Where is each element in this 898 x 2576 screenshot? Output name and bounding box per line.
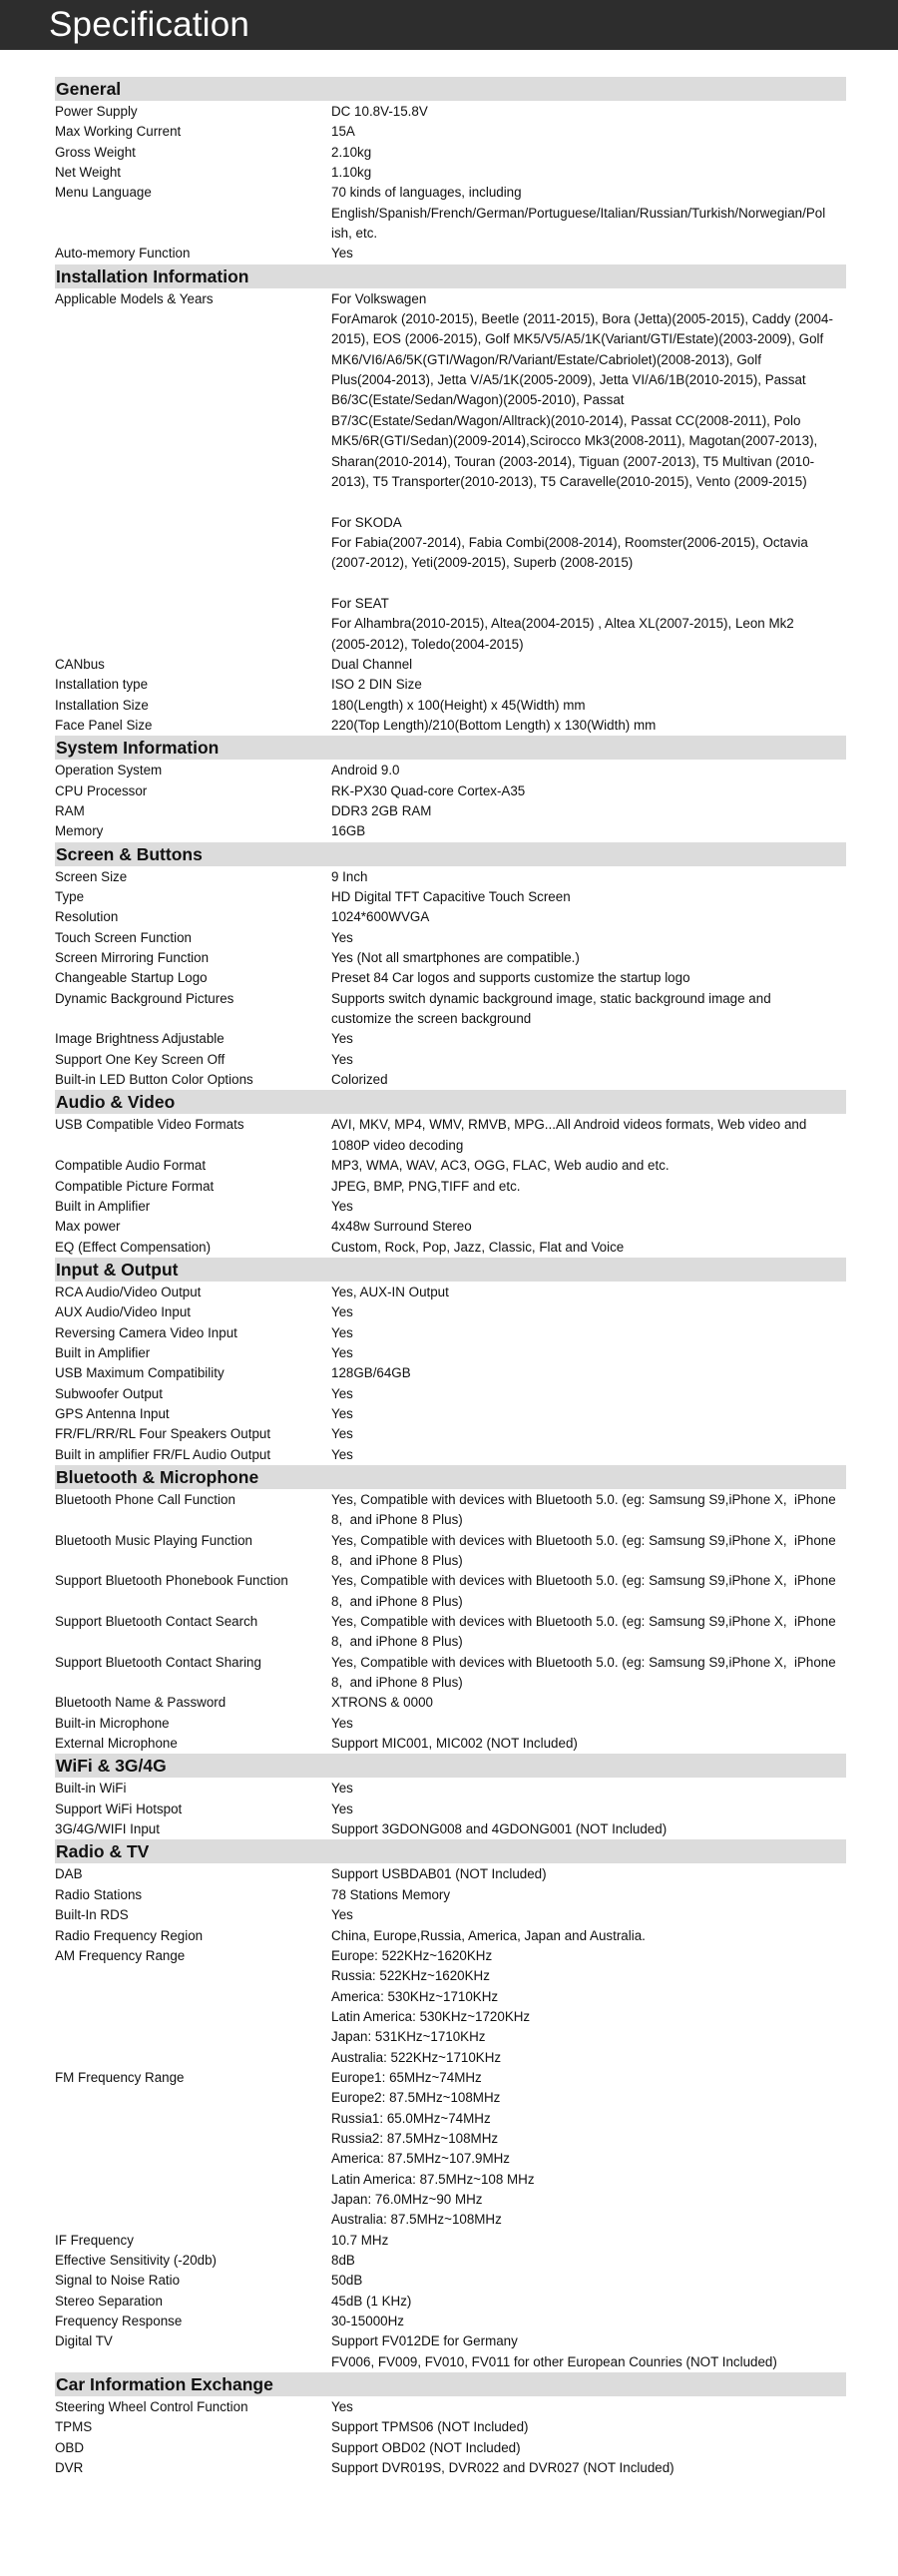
spec-row bbox=[55, 1050, 846, 1070]
spec-row bbox=[55, 1323, 846, 1343]
spec-label: Built in Amplifier bbox=[55, 1198, 151, 1214]
spec-row bbox=[55, 244, 846, 263]
spec-row bbox=[55, 989, 846, 1030]
spec-row bbox=[55, 887, 846, 907]
spec-label: Changeable Startup Logo bbox=[55, 970, 208, 986]
spec-label: CANbus bbox=[55, 656, 105, 672]
spec-row bbox=[55, 801, 846, 821]
spec-value: 128GB/64GB bbox=[331, 1365, 411, 1381]
spec-value: XTRONS & 0000 bbox=[331, 1695, 433, 1711]
spec-label: CPU Processor bbox=[55, 782, 148, 798]
spec-value: Europe: 522KHz~1620KHz Russia: 522KHz~1620KHz America: 530KHz~1710KHz Latin America: 530KHz~1720KHz Japan: 531KHz~1710KHz Australia: 522KHz~1710KHz bbox=[331, 1947, 531, 2065]
spec-label: Support Bluetooth Phonebook Function bbox=[55, 1573, 288, 1589]
spec-value: Yes bbox=[331, 1426, 353, 1442]
spec-row bbox=[55, 2397, 846, 2417]
spec-row bbox=[55, 1115, 846, 1156]
spec-row bbox=[55, 1800, 846, 1819]
spec-label: Bluetooth Phone Call Function bbox=[55, 1491, 235, 1507]
spec-row bbox=[55, 696, 846, 716]
spec-value: 2.10kg bbox=[331, 144, 372, 160]
spec-row bbox=[55, 675, 846, 695]
spec-value: 4x48w Surround Stereo bbox=[331, 1219, 472, 1235]
spec-row bbox=[55, 1885, 846, 1905]
spec-value: MP3, WMA, WAV, AC3, OGG, FLAC, Web audio and etc. bbox=[331, 1158, 670, 1174]
spec-row bbox=[55, 1905, 846, 1925]
spec-section bbox=[55, 1754, 846, 1839]
spec-row bbox=[55, 1490, 846, 1531]
spec-label: Installation type bbox=[55, 677, 149, 693]
spec-value: Yes, Compatible with devices with Bluetooth 5.0. (eg: Samsung S9,iPhone X, iPhone 8, and iPhone 8 Plus) bbox=[331, 1614, 836, 1650]
section-title: General bbox=[55, 77, 846, 101]
spec-value: For Volkswagen ForAmarok (2010-2015), Beetle (2011-2015), Bora (Jetta)(2005-2015), Caddy (2004- 2015), EOS (2006-2015), Golf MK5/V5/A5/1K(Variant/GTI/Estate)(2003-2009), Golf MK6/VI6/A6/5K(GTI/Wagon/R/Variant/Estate/Cabriolet)(2008-2013), Golf Plus(2004-2013), Jetta V/A5/1K(2005-2009), Jetta VI/A6/1B(2010-2015), Passat B6/3C(Estate/Sedan/Wagon)(2005-2010), Passat B7/3C(Estate/Sedan/Wagon/Alltrack)(2010-2014), Passat CC(2008-2011), Polo MK5/6R(GTI/Sedan)(2009-2014),Scirocco Mk3(2008-2011), Magotan(2007-2013), Sharan(2010-2014), Touran (2003-2014), Tiguan (2007-2013), T5 Multivan (2010- 2013), T5 Transporter(2010-2013), T5 Caravelle(2010-2015), Vento (2009-2015) For SKODA For Fabia(2007-2014), Fabia Combi(2008-2014), Roomster(2006-2015), Octavia (2007-2012), Yeti(2009-2015), Superb (2008-2015) For SEAT For Alhambra(2010-2015), Altea(2004-2015) , Altea XL(2007-2015), Leon Mk2 (2005-2012), Toledo(2004-2015) bbox=[331, 290, 833, 652]
spec-label: Touch Screen Function bbox=[55, 929, 192, 945]
spec-label: Type bbox=[55, 889, 85, 905]
spec-label: Support Bluetooth Contact Search bbox=[55, 1614, 258, 1630]
section-title: Bluetooth & Microphone bbox=[55, 1465, 846, 1489]
spec-value: Yes bbox=[331, 1715, 353, 1731]
spec-row bbox=[55, 1864, 846, 1884]
spec-label: Gross Weight bbox=[55, 144, 136, 160]
spec-value: 180(Length) x 100(Height) x 45(Width) mm bbox=[331, 697, 586, 713]
spec-row bbox=[55, 2417, 846, 2437]
spec-row bbox=[55, 2271, 846, 2291]
spec-label: Screen Size bbox=[55, 868, 128, 884]
spec-section bbox=[55, 1839, 846, 2372]
spec-label: Support WiFi Hotspot bbox=[55, 1801, 183, 1816]
spec-label: Subwoofer Output bbox=[55, 1385, 163, 1401]
spec-value: 50dB bbox=[331, 2273, 363, 2289]
spec-row bbox=[55, 1217, 846, 1237]
section-title: Radio & TV bbox=[55, 1839, 846, 1863]
spec-label: OBD bbox=[55, 2439, 85, 2455]
spec-row bbox=[55, 968, 846, 988]
spec-row bbox=[55, 1363, 846, 1383]
spec-value: Custom, Rock, Pop, Jazz, Classic, Flat and Voice bbox=[331, 1239, 625, 1255]
spec-label: Operation System bbox=[55, 763, 163, 778]
spec-row bbox=[55, 1404, 846, 1424]
spec-row bbox=[55, 1156, 846, 1176]
spec-row bbox=[55, 1302, 846, 1322]
spec-label: Bluetooth Music Playing Function bbox=[55, 1532, 252, 1548]
spec-label: Radio Frequency Region bbox=[55, 1927, 204, 1943]
page-title: Specification bbox=[49, 5, 250, 44]
spec-label: Screen Mirroring Function bbox=[55, 950, 210, 966]
spec-label: Auto-memory Function bbox=[55, 246, 191, 261]
spec-row bbox=[55, 122, 846, 142]
section-title: System Information bbox=[55, 736, 846, 760]
spec-value: Yes bbox=[331, 2399, 353, 2415]
page-header bbox=[0, 0, 898, 50]
spec-row bbox=[55, 2292, 846, 2312]
spec-row bbox=[55, 1946, 846, 2068]
spec-value: JPEG, BMP, PNG,TIFF and etc. bbox=[331, 1178, 521, 1194]
spec-value: Yes (Not all smartphones are compatible.) bbox=[331, 950, 580, 966]
spec-label: Face Panel Size bbox=[55, 717, 153, 733]
spec-value: AVI, MKV, MP4, WMV, RMVB, MPG...All Android videos formats, Web video and 1080P video decoding bbox=[331, 1117, 807, 1153]
spec-label: Built-in WiFi bbox=[55, 1781, 127, 1797]
spec-label: External Microphone bbox=[55, 1736, 178, 1752]
spec-content bbox=[55, 77, 846, 2478]
spec-label: Resolution bbox=[55, 909, 119, 925]
spec-value: 8dB bbox=[331, 2253, 355, 2268]
spec-row bbox=[55, 2231, 846, 2251]
spec-row bbox=[55, 1384, 846, 1404]
spec-row bbox=[55, 2331, 846, 2372]
spec-value: Yes, Compatible with devices with Bluetooth 5.0. (eg: Samsung S9,iPhone X, iPhone 8, and iPhone 8 Plus) bbox=[331, 1532, 836, 1568]
spec-label: Radio Stations bbox=[55, 1886, 143, 1902]
section-title: WiFi & 3G/4G bbox=[55, 1754, 846, 1778]
spec-value: Yes bbox=[331, 1051, 353, 1067]
spec-label: FR/FL/RR/RL Four Speakers Output bbox=[55, 1426, 271, 1442]
spec-label: IF Frequency bbox=[55, 2232, 134, 2248]
spec-label: TPMS bbox=[55, 2419, 93, 2435]
spec-value: Support OBD02 (NOT Included) bbox=[331, 2439, 521, 2455]
spec-value: China, Europe,Russia, America, Japan and Australia. bbox=[331, 1927, 646, 1943]
spec-label: Steering Wheel Control Function bbox=[55, 2399, 248, 2415]
spec-label: Net Weight bbox=[55, 165, 121, 181]
spec-value: ISO 2 DIN Size bbox=[331, 677, 422, 693]
spec-value: Yes bbox=[331, 1907, 353, 1923]
spec-value: Yes, Compatible with devices with Bluetooth 5.0. (eg: Samsung S9,iPhone X, iPhone 8, and iPhone 8 Plus) bbox=[331, 1491, 836, 1528]
spec-label: DVR bbox=[55, 2460, 84, 2476]
spec-value: Support USBDAB01 (NOT Included) bbox=[331, 1866, 547, 1882]
spec-row bbox=[55, 1070, 846, 1090]
spec-label: Dynamic Background Pictures bbox=[55, 990, 234, 1006]
spec-row bbox=[55, 1819, 846, 1839]
spec-value: Preset 84 Car logos and supports customize the startup logo bbox=[331, 970, 690, 986]
spec-row bbox=[55, 821, 846, 841]
section-title: Input & Output bbox=[55, 1258, 846, 1282]
spec-label: Support One Key Screen Off bbox=[55, 1051, 225, 1067]
spec-row bbox=[55, 655, 846, 675]
spec-section bbox=[55, 1258, 846, 1465]
spec-value: Yes bbox=[331, 246, 353, 261]
spec-label: Built in Amplifier bbox=[55, 1344, 151, 1360]
spec-label: Frequency Response bbox=[55, 2314, 183, 2329]
spec-section bbox=[55, 77, 846, 264]
spec-label: Applicable Models & Years bbox=[55, 290, 214, 306]
spec-row bbox=[55, 1693, 846, 1713]
spec-row bbox=[55, 1445, 846, 1465]
spec-section bbox=[55, 842, 846, 1091]
spec-row bbox=[55, 2438, 846, 2458]
spec-label: AM Frequency Range bbox=[55, 1947, 186, 1963]
spec-row bbox=[55, 1571, 846, 1612]
spec-row bbox=[55, 163, 846, 183]
spec-label: Digital TV bbox=[55, 2333, 113, 2349]
spec-row bbox=[55, 143, 846, 163]
spec-value: 45dB (1 KHz) bbox=[331, 2293, 412, 2309]
spec-value: Support MIC001, MIC002 (NOT Included) bbox=[331, 1736, 578, 1752]
spec-row bbox=[55, 781, 846, 801]
spec-label: Support Bluetooth Contact Sharing bbox=[55, 1654, 261, 1670]
spec-value: 220(Top Length)/210(Bottom Length) x 130(Width) mm bbox=[331, 717, 657, 733]
spec-value: Yes bbox=[331, 1031, 353, 1047]
spec-row bbox=[55, 1612, 846, 1653]
spec-section bbox=[55, 736, 846, 841]
spec-label: Built-In RDS bbox=[55, 1907, 129, 1923]
spec-value: 9 Inch bbox=[331, 868, 368, 884]
section-title: Car Information Exchange bbox=[55, 2372, 846, 2396]
spec-row bbox=[55, 1029, 846, 1049]
spec-row bbox=[55, 289, 846, 655]
spec-section bbox=[55, 1090, 846, 1257]
spec-label: Stereo Separation bbox=[55, 2293, 163, 2309]
spec-value: Colorized bbox=[331, 1072, 388, 1088]
spec-value: 30-15000Hz bbox=[331, 2314, 404, 2329]
spec-row bbox=[55, 1424, 846, 1444]
spec-row bbox=[55, 928, 846, 948]
spec-label: Power Supply bbox=[55, 104, 138, 119]
spec-row bbox=[55, 2068, 846, 2231]
spec-label: GPS Antenna Input bbox=[55, 1405, 170, 1421]
spec-row bbox=[55, 716, 846, 736]
spec-label: Max Working Current bbox=[55, 124, 182, 140]
spec-row bbox=[55, 948, 846, 968]
spec-value: Yes bbox=[331, 1344, 353, 1360]
spec-value: 1.10kg bbox=[331, 165, 372, 181]
spec-value: 70 kinds of languages, including English/Spanish/French/German/Portuguese/Italian/Russian/Turkish/Norwegian/Pol ish, etc. bbox=[331, 185, 826, 242]
spec-row bbox=[55, 1779, 846, 1799]
spec-value: Support FV012DE for Germany FV006, FV009, FV010, FV011 for other European Counries (NOT Included) bbox=[331, 2333, 777, 2369]
spec-label: USB Maximum Compatibility bbox=[55, 1365, 224, 1381]
spec-value: 16GB bbox=[331, 823, 366, 839]
spec-value: DDR3 2GB RAM bbox=[331, 803, 432, 818]
spec-value: Yes, Compatible with devices with Bluetooth 5.0. (eg: Samsung S9,iPhone X, iPhone 8, and iPhone 8 Plus) bbox=[331, 1573, 836, 1609]
spec-label: Installation Size bbox=[55, 697, 149, 713]
spec-section bbox=[55, 2372, 846, 2478]
spec-value: Yes bbox=[331, 1446, 353, 1462]
spec-value: Supports switch dynamic background image, static background image and customize the screen background bbox=[331, 990, 771, 1027]
spec-value: DC 10.8V-15.8V bbox=[331, 104, 428, 119]
section-title: Screen & Buttons bbox=[55, 842, 846, 866]
spec-label: RAM bbox=[55, 803, 85, 818]
spec-value: Android 9.0 bbox=[331, 763, 400, 778]
spec-label: Built-in LED Button Color Options bbox=[55, 1072, 253, 1088]
spec-section bbox=[55, 1465, 846, 1754]
spec-label: AUX Audio/Video Input bbox=[55, 1304, 191, 1320]
spec-value: HD Digital TFT Capacitive Touch Screen bbox=[331, 889, 571, 905]
spec-value: Yes bbox=[331, 1324, 353, 1340]
spec-value: Yes, Compatible with devices with Bluetooth 5.0. (eg: Samsung S9,iPhone X, iPhone 8, and iPhone 8 Plus) bbox=[331, 1654, 836, 1691]
spec-row bbox=[55, 1714, 846, 1734]
spec-value: 10.7 MHz bbox=[331, 2232, 389, 2248]
spec-row bbox=[55, 1531, 846, 1572]
spec-row bbox=[55, 1653, 846, 1694]
spec-row bbox=[55, 183, 846, 244]
spec-value: Support TPMS06 (NOT Included) bbox=[331, 2419, 529, 2435]
spec-section bbox=[55, 264, 846, 737]
spec-value: 78 Stations Memory bbox=[331, 1886, 451, 1902]
spec-value: Yes bbox=[331, 1781, 353, 1797]
section-title: Audio & Video bbox=[55, 1090, 846, 1114]
spec-label: Built-in Microphone bbox=[55, 1715, 170, 1731]
spec-label: Bluetooth Name & Password bbox=[55, 1695, 226, 1711]
spec-row bbox=[55, 1197, 846, 1217]
spec-row bbox=[55, 2312, 846, 2331]
spec-label: Compatible Audio Format bbox=[55, 1158, 207, 1174]
spec-value: Yes bbox=[331, 1385, 353, 1401]
spec-row bbox=[55, 1926, 846, 1946]
spec-value: Yes bbox=[331, 929, 353, 945]
spec-label: Effective Sensitivity (-20db) bbox=[55, 2253, 217, 2268]
spec-row bbox=[55, 2458, 846, 2478]
spec-row bbox=[55, 1734, 846, 1754]
spec-value: RK-PX30 Quad-core Cortex-A35 bbox=[331, 782, 526, 798]
spec-label: DAB bbox=[55, 1866, 83, 1882]
spec-value: Yes bbox=[331, 1198, 353, 1214]
spec-label: Signal to Noise Ratio bbox=[55, 2273, 181, 2289]
spec-row bbox=[55, 761, 846, 780]
spec-row bbox=[55, 907, 846, 927]
spec-row bbox=[55, 1283, 846, 1302]
spec-label: RCA Audio/Video Output bbox=[55, 1284, 202, 1299]
spec-value: Yes bbox=[331, 1405, 353, 1421]
spec-value: Europe1: 65MHz~74MHz Europe2: 87.5MHz~108MHz Russia1: 65.0MHz~74MHz Russia2: 87.5MHz~108MHz America: 87.5MHz~107.9MHz Latin America: 87.5MHz~108 MHz Japan: 76.0MHz~90 MHz Australia: 87.5MHz~108MHz bbox=[331, 2069, 535, 2228]
spec-value: Support DVR019S, DVR022 and DVR027 (NOT Included) bbox=[331, 2460, 674, 2476]
spec-value: Dual Channel bbox=[331, 656, 413, 672]
spec-value: 1024*600WVGA bbox=[331, 909, 430, 925]
spec-label: Compatible Picture Format bbox=[55, 1178, 215, 1194]
spec-label: Memory bbox=[55, 823, 104, 839]
spec-label: Image Brightness Adjustable bbox=[55, 1031, 224, 1047]
spec-value: Support 3GDONG008 and 4GDONG001 (NOT Included) bbox=[331, 1821, 668, 1837]
spec-label: FM Frequency Range bbox=[55, 2069, 185, 2085]
spec-label: 3G/4G/WIFI Input bbox=[55, 1821, 160, 1837]
spec-label: USB Compatible Video Formats bbox=[55, 1117, 244, 1133]
spec-row bbox=[55, 102, 846, 122]
spec-row bbox=[55, 1343, 846, 1363]
section-title: Installation Information bbox=[55, 264, 846, 288]
spec-label: Menu Language bbox=[55, 185, 152, 201]
spec-row bbox=[55, 867, 846, 887]
spec-label: Reversing Camera Video Input bbox=[55, 1324, 237, 1340]
spec-value: 15A bbox=[331, 124, 355, 140]
spec-value: Yes bbox=[331, 1801, 353, 1816]
spec-value: Yes, AUX-IN Output bbox=[331, 1284, 449, 1299]
spec-row bbox=[55, 1238, 846, 1258]
spec-value: Yes bbox=[331, 1304, 353, 1320]
spec-label: EQ (Effect Compensation) bbox=[55, 1239, 212, 1255]
spec-row bbox=[55, 1177, 846, 1197]
spec-label: Max power bbox=[55, 1219, 121, 1235]
spec-row bbox=[55, 2251, 846, 2271]
spec-label: Built in amplifier FR/FL Audio Output bbox=[55, 1446, 271, 1462]
